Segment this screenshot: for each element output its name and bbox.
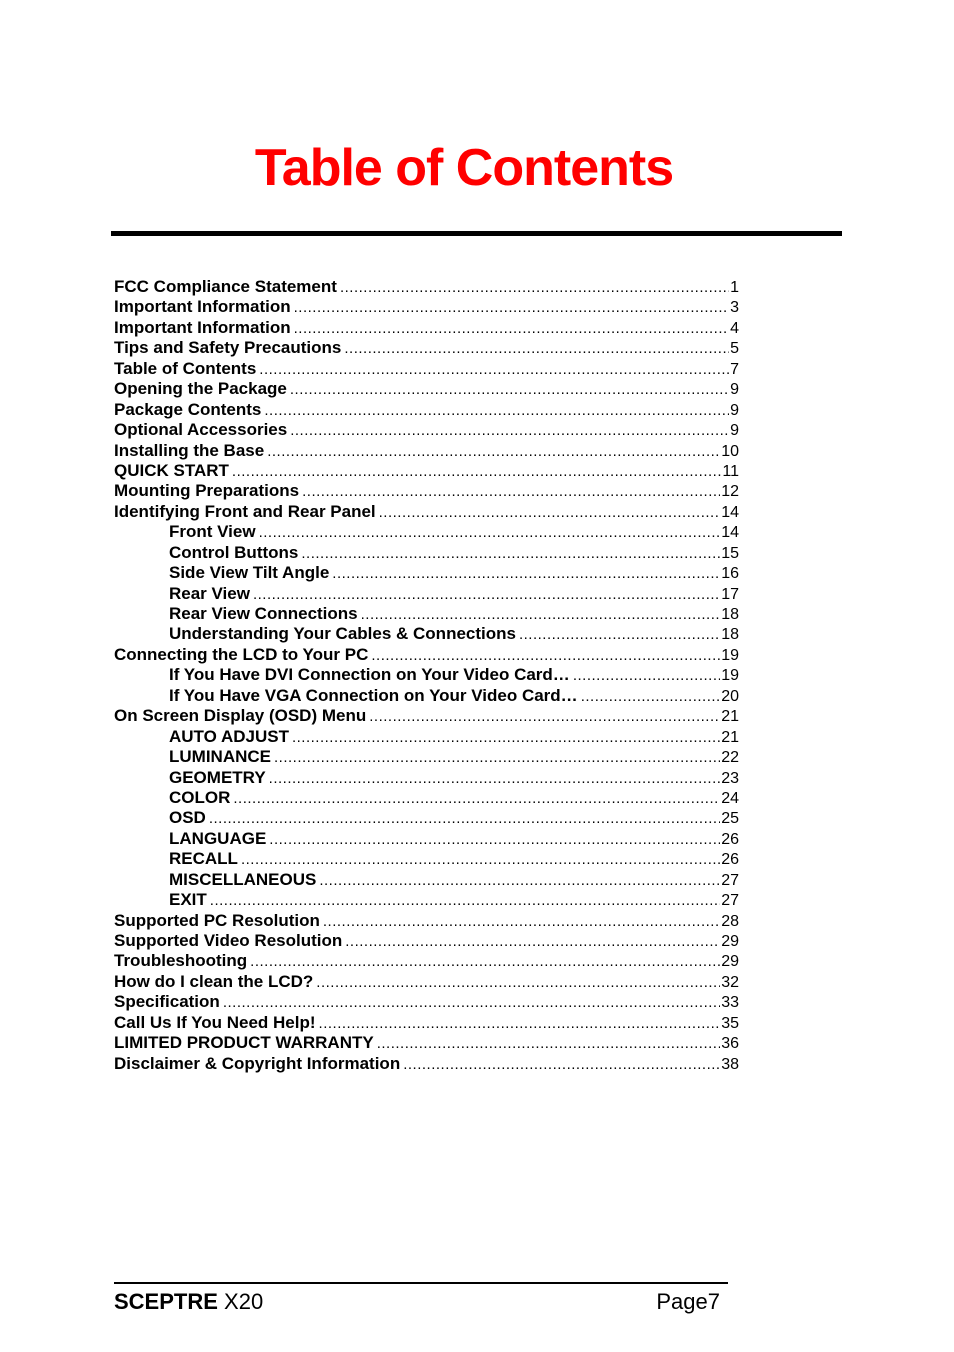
toc-entry-label: Control Buttons <box>169 542 299 562</box>
toc-entry-label: Disclaimer & Copyright Information <box>114 1053 401 1073</box>
toc-entry-leader <box>269 830 720 850</box>
toc-entry[interactable] <box>114 686 739 706</box>
toc-entry-page: 32 <box>721 973 739 991</box>
toc-entry-page: 19 <box>721 667 739 685</box>
toc-entry-leader <box>264 401 729 421</box>
toc-entry-page: 36 <box>721 1035 739 1053</box>
table-of-contents <box>114 277 739 1074</box>
footer-brand <box>114 1288 263 1316</box>
toc-entry-page: 15 <box>721 544 739 562</box>
toc-entry-label: Rear View Connections <box>169 604 358 623</box>
toc-entry-page: 29 <box>721 933 739 950</box>
toc-entry[interactable] <box>114 788 739 808</box>
toc-entry[interactable] <box>114 624 739 644</box>
toc-entry[interactable] <box>114 829 739 849</box>
toc-entry[interactable] <box>114 1054 739 1074</box>
toc-entry-page: 9 <box>730 422 739 440</box>
title-divider <box>111 231 842 236</box>
toc-entry[interactable] <box>114 563 739 583</box>
toc-entry-label: Mounting Preparations <box>114 481 300 501</box>
toc-entry-page: 4 <box>730 319 739 337</box>
toc-entry-leader <box>294 298 729 318</box>
toc-entry-page: 9 <box>730 401 739 419</box>
toc-entry-label: Troubleshooting <box>114 951 248 971</box>
toc-entry[interactable] <box>114 481 739 501</box>
toc-entry-leader <box>223 993 720 1013</box>
toc-entry-leader <box>292 728 720 748</box>
toc-entry-label: MISCELLANEOUS <box>169 869 317 889</box>
toc-entry-label: Understanding Your Cables & Connections <box>169 624 516 644</box>
toc-entry-leader <box>340 278 729 298</box>
toc-entry-leader <box>241 850 720 870</box>
toc-entry-leader <box>344 339 729 359</box>
toc-entry-leader <box>259 523 721 543</box>
toc-entry-label: RECALL <box>169 849 238 869</box>
toc-entry-page: 14 <box>721 503 739 521</box>
toc-entry-page: 5 <box>730 340 739 358</box>
toc-entry-leader <box>294 319 729 339</box>
toc-entry-page: 17 <box>721 585 739 603</box>
toc-entry[interactable] <box>114 297 739 317</box>
toc-entry-leader <box>519 625 720 645</box>
toc-entry-label: LUMINANCE <box>169 747 271 767</box>
toc-entry-page: 20 <box>721 687 739 705</box>
toc-entry[interactable] <box>114 890 739 910</box>
toc-entry-label: Tips and Safety Precautions <box>114 338 342 358</box>
toc-entry[interactable] <box>114 277 739 297</box>
toc-entry-page: 35 <box>721 1014 739 1032</box>
toc-entry[interactable] <box>114 972 739 992</box>
toc-entry-label: AUTO ADJUST <box>169 726 289 746</box>
toc-entry-page: 3 <box>730 299 739 317</box>
toc-entry-label: If You Have VGA Connection on Your Video Card… <box>169 685 578 705</box>
toc-entry-label: How do I clean the LCD? <box>114 971 314 991</box>
toc-entry-label: Side View Tilt Angle <box>169 563 330 583</box>
toc-entry-page: 14 <box>721 524 739 542</box>
toc-entry[interactable] <box>114 931 739 951</box>
toc-entry-leader <box>332 564 720 584</box>
toc-entry-label: Connecting the LCD to Your PC <box>114 644 369 664</box>
toc-entry-label: Front View <box>169 522 256 542</box>
toc-entry-leader <box>290 421 729 441</box>
toc-entry-label: Specification <box>114 992 220 1012</box>
toc-entry-leader <box>316 973 720 993</box>
toc-entry[interactable] <box>114 441 739 461</box>
toc-entry-label: Installing the Base <box>114 440 265 460</box>
toc-entry-label: On Screen Display (OSD) Menu <box>114 706 367 726</box>
toc-entry-label: FCC Compliance Statement <box>114 277 337 296</box>
toc-entry-leader <box>377 1034 720 1054</box>
toc-entry-label: LANGUAGE <box>169 828 267 848</box>
toc-entry[interactable] <box>114 951 739 971</box>
toc-entry[interactable] <box>114 911 739 931</box>
toc-entry-leader <box>319 1014 721 1034</box>
toc-entry-label: Supported Video Resolution <box>114 931 343 950</box>
toc-entry[interactable] <box>114 849 739 869</box>
toc-entry-label: COLOR <box>169 787 231 807</box>
toc-entry-leader <box>269 769 721 789</box>
toc-entry[interactable] <box>114 543 739 563</box>
toc-entry[interactable] <box>114 502 739 522</box>
toc-entry[interactable] <box>114 808 739 828</box>
toc-entry[interactable] <box>114 665 739 685</box>
toc-entry-page: 12 <box>721 483 739 501</box>
footer-brand-name: SCEPTRE <box>114 1289 218 1314</box>
toc-entry-page: 16 <box>721 565 739 583</box>
toc-entry-page: 7 <box>730 360 739 378</box>
toc-entry-label: Supported PC Resolution <box>114 910 320 930</box>
toc-entry-label: QUICK START <box>114 460 229 480</box>
toc-entry[interactable] <box>114 379 739 399</box>
footer-page-number: Page7 <box>656 1289 720 1314</box>
toc-entry-page: 18 <box>721 626 739 644</box>
toc-entry-label: Important Information <box>114 297 291 317</box>
toc-entry[interactable] <box>114 870 739 890</box>
toc-entry-page: 26 <box>721 830 739 848</box>
toc-entry-label: Call Us If You Need Help! <box>114 1012 316 1032</box>
toc-entry-page: 11 <box>722 462 739 480</box>
toc-entry-label: Opening the Package <box>114 379 287 399</box>
toc-entry-leader <box>250 952 720 972</box>
toc-entry[interactable] <box>114 727 739 747</box>
toc-entry-label: GEOMETRY <box>169 767 266 787</box>
toc-entry-label: Rear View <box>169 583 250 603</box>
toc-entry-leader <box>233 789 720 809</box>
toc-entry-label: Optional Accessories <box>114 420 288 440</box>
toc-entry-page: 18 <box>721 606 739 623</box>
toc-entry-leader <box>274 748 720 768</box>
toc-entry-label: OSD <box>169 808 206 828</box>
toc-entry-leader <box>290 380 729 400</box>
toc-entry-leader <box>210 891 720 911</box>
toc-entry[interactable] <box>114 706 739 726</box>
toc-entry[interactable] <box>114 992 739 1012</box>
toc-entry[interactable] <box>114 768 739 788</box>
toc-entry[interactable] <box>114 645 739 665</box>
toc-entry-leader <box>323 912 720 932</box>
toc-entry-leader <box>573 666 720 686</box>
toc-entry-page: 10 <box>721 442 739 460</box>
toc-entry-leader <box>403 1055 720 1075</box>
toc-entry-page: 21 <box>721 708 739 726</box>
toc-entry-page: 27 <box>721 871 739 889</box>
toc-entry[interactable] <box>114 420 739 440</box>
toc-entry-leader <box>581 687 721 707</box>
toc-entry-page: 9 <box>730 381 739 399</box>
toc-entry-leader <box>302 482 720 502</box>
toc-entry-leader <box>253 585 720 605</box>
toc-entry[interactable] <box>114 1033 739 1053</box>
toc-entry[interactable] <box>114 584 739 604</box>
toc-entry-label: Table of Contents <box>114 358 257 378</box>
toc-entry[interactable] <box>114 747 739 767</box>
toc-entry-label: LIMITED PRODUCT WARRANTY <box>114 1033 374 1053</box>
toc-entry-leader <box>267 442 720 462</box>
toc-entry-leader <box>319 871 720 891</box>
toc-entry-page: 27 <box>721 892 739 910</box>
toc-entry-page: 21 <box>721 728 739 746</box>
toc-entry-leader <box>371 646 720 666</box>
toc-entry-label: Important Information <box>114 317 291 337</box>
toc-entry[interactable] <box>114 359 739 379</box>
toc-entry[interactable] <box>114 1013 739 1033</box>
toc-entry-label: Package Contents <box>114 399 262 419</box>
toc-entry-leader <box>259 360 729 380</box>
toc-entry-label: Identifying Front and Rear Panel <box>114 501 376 521</box>
toc-entry-leader <box>209 809 720 829</box>
toc-entry-page: 29 <box>721 953 739 971</box>
toc-entry[interactable] <box>114 338 739 358</box>
toc-entry[interactable] <box>114 461 739 481</box>
toc-entry-leader <box>345 932 720 952</box>
toc-entry-page: 23 <box>721 769 739 787</box>
toc-entry[interactable] <box>114 522 739 542</box>
toc-entry-page: 38 <box>721 1055 739 1073</box>
toc-entry[interactable] <box>114 318 739 338</box>
toc-entry-leader <box>361 605 721 625</box>
toc-entry-label: EXIT <box>169 890 207 910</box>
toc-entry-page: 19 <box>721 646 739 664</box>
footer-model: X20 <box>217 1289 264 1314</box>
toc-entry-label: If You Have DVI Connection on Your Video Card… <box>169 665 570 685</box>
toc-entry-leader <box>369 707 720 727</box>
toc-entry[interactable] <box>114 400 739 420</box>
toc-entry-leader <box>301 544 720 564</box>
toc-entry-page: 1 <box>730 279 739 296</box>
toc-entry-leader <box>232 462 721 482</box>
toc-entry-page: 25 <box>721 810 739 828</box>
toc-entry-page: 28 <box>721 912 739 930</box>
toc-entry-page: 33 <box>721 994 739 1012</box>
footer-divider <box>114 1282 728 1284</box>
toc-entry-page: 26 <box>721 851 739 869</box>
toc-entry-page: 22 <box>721 749 739 767</box>
toc-entry-page: 24 <box>721 789 739 807</box>
page-title: Table of Contents <box>254 139 674 197</box>
toc-entry-leader <box>379 503 721 523</box>
toc-entry[interactable] <box>114 604 739 624</box>
